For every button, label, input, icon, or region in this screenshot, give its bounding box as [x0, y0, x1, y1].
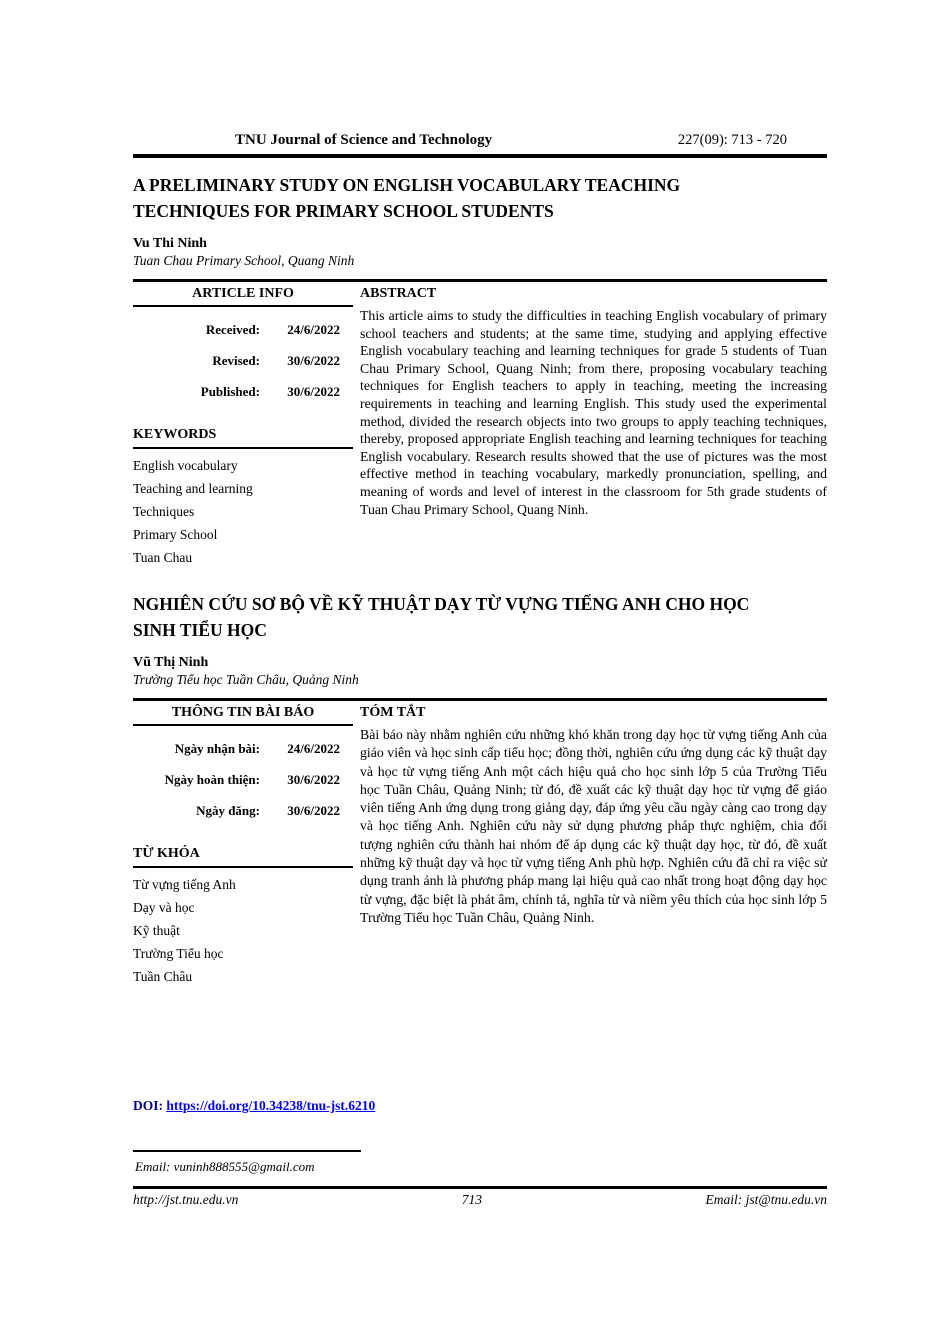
abstract-header-en: ABSTRACT: [360, 286, 437, 301]
keyword-item: Teaching and learning: [133, 480, 253, 496]
published-date-en: 30/6/2022: [287, 384, 340, 399]
article-info-column-vn: [133, 701, 360, 983]
abstract-column-en: [360, 282, 827, 564]
article-info-header-vn: THÔNG TIN BÀI BÁO: [133, 701, 353, 726]
article-info-table-en: [133, 279, 827, 564]
received-date-vn: 24/6/2022: [287, 741, 340, 756]
article-info-table-vn: [133, 698, 827, 983]
footer-contact-email: Email: jst@tnu.edu.vn: [705, 1192, 827, 1207]
published-date-vn: 30/6/2022: [287, 803, 340, 818]
footer-divider: [133, 1186, 827, 1189]
header-divider: [133, 154, 827, 158]
revised-label-en: Revised:: [212, 353, 260, 368]
author-affiliation-vn: Trường Tiểu học Tuần Châu, Quảng Ninh: [133, 672, 359, 687]
keyword-item: Techniques: [133, 503, 195, 519]
author-affiliation-en: Tuan Chau Primary School, Quang Ninh: [133, 253, 355, 268]
article-title-en: A PRELIMINARY STUDY ON ENGLISH VOCABULARY TEACHING TECHNIQUES FOR PRIMARY SCHOOL STUDENTS: [133, 175, 681, 221]
keyword-item: Trường Tiểu học: [133, 945, 224, 961]
issue-page-range: 227(09): 713 - 720: [677, 132, 787, 148]
keyword-item: Từ vựng tiếng Anh: [133, 876, 236, 892]
keyword-item: Tuan Chau: [133, 549, 193, 565]
revised-date-en: 30/6/2022: [287, 353, 340, 368]
vietnamese-section: [133, 591, 827, 983]
abstract-text-en: This article aims to study the difficulties in teaching English vocabulary of primary school teachers and students; at the same time, studying and applying effective English vocabulary teaching and learning techniques for grade 5 students of Tuan Chau Primary School, Quang Ninh; from there, proposing vocabulary teaching techniques for English teachers to apply in teaching, meeting the increasing requirements in teaching and learning English. This study used the experimental method, divided the research objects into two groups to apply teaching techniques, thereby, proposed appropriate English teaching and learning techniques for teaching English vocabulary. Research results showed that the use of pictures was the most effective method in teaching vocabulary, markedly pronunciation, spelling, and meaning of words and level of interest in the classroom for 5th grade students of Tuan Chau Primary School, Quang Ninh.: [360, 308, 827, 517]
keyword-item: Primary School: [133, 526, 218, 542]
received-label-en: Received:: [205, 322, 260, 337]
footer-journal-url: http://jst.tnu.edu.vn: [133, 1192, 239, 1207]
footnote-divider: [133, 1150, 361, 1152]
revised-row-en: [133, 353, 340, 369]
published-row-en: [133, 384, 340, 400]
abstract-column-vn: [360, 701, 827, 983]
received-date-en: 24/6/2022: [287, 322, 340, 337]
published-label-en: Published:: [200, 384, 260, 399]
keywords-header-en: KEYWORDS: [133, 427, 353, 449]
revised-row-vn: [133, 772, 340, 788]
abstract-text-vn: Bài báo này nhằm nghiên cứu những khó khăn trong dạy học từ vựng tiếng Anh của giáo viên và học sinh cấp tiểu học; đồng thời, nghiên cứu ứng dụng các kỹ thuật dạy và học từ vựng tiếng Anh một cách hiệu quả cho học sinh lớp 5 của Trường Tiểu học Tuần Châu, Quảng Ninh; từ đó, đề xuất các kỹ thuật dạy học từ vựng để giáo viên tiếng Anh ứng dụng trong giảng dạy, đáp ứng yêu cầu ngày càng cao trong dạy và học tiếng Anh. Nghiên cứu này sử dụng phương pháp thực nghiệm, chia đối tượng nghiên cứu thành hai nhóm để áp dụng các kỹ thuật dạy học, từ đó, đề xuất những kỹ thuật dạy và học từ vựng tiếng Anh phù hợp. Nghiên cứu đã chỉ ra việc sử dụng tranh ảnh là phương pháp mang lại hiệu quả cao nhất trong hoạt động dạy học từ vựng, đặc biệt là phát âm, chính tả, nghĩa từ và niềm yêu thích của học sinh lớp 5 Trường Tiểu học Tuần Châu, Quảng Ninh.: [360, 727, 827, 925]
doi-link[interactable]: https://doi.org/10.34238/tnu-jst.6210: [166, 1098, 376, 1113]
corresponding-email: Email: vuninh888555@gmail.com: [135, 1159, 315, 1174]
keywords-header-vn: TỪ KHÓA: [133, 846, 353, 868]
author-name-en: Vu Thi Ninh: [133, 236, 207, 251]
article-info-header-en: ARTICLE INFO: [133, 282, 353, 307]
doi-row: [133, 1098, 375, 1114]
page-footer: [133, 1192, 827, 1208]
keyword-item: Dạy và học: [133, 899, 195, 915]
article-title-vn: NGHIÊN CỨU SƠ BỘ VỀ KỸ THUẬT DẠY TỪ VỰNG TIẾNG ANH CHO HỌC SINH TIỂU HỌC: [133, 594, 750, 640]
revised-date-vn: 30/6/2022: [287, 772, 340, 787]
article-info-column-en: [133, 282, 360, 564]
author-name-vn: Vũ Thị Ninh: [133, 655, 209, 670]
revised-label-vn: Ngày hoàn thiện:: [164, 772, 260, 787]
page-number: 713: [461, 1192, 483, 1207]
journal-title: TNU Journal of Science and Technology: [235, 132, 493, 148]
keyword-item: English vocabulary: [133, 457, 238, 473]
running-header: [133, 132, 827, 149]
received-label-vn: Ngày nhận bài:: [174, 741, 260, 756]
page-content: [133, 0, 827, 983]
received-row-vn: [133, 741, 340, 757]
published-row-vn: [133, 803, 340, 819]
keyword-item: Kỹ thuật: [133, 922, 180, 938]
keyword-item: Tuần Châu: [133, 968, 193, 984]
received-row-en: [133, 322, 340, 338]
published-label-vn: Ngày đăng:: [196, 803, 260, 818]
abstract-header-vn: TÓM TẮT: [360, 705, 426, 720]
doi-label: DOI:: [133, 1098, 163, 1113]
